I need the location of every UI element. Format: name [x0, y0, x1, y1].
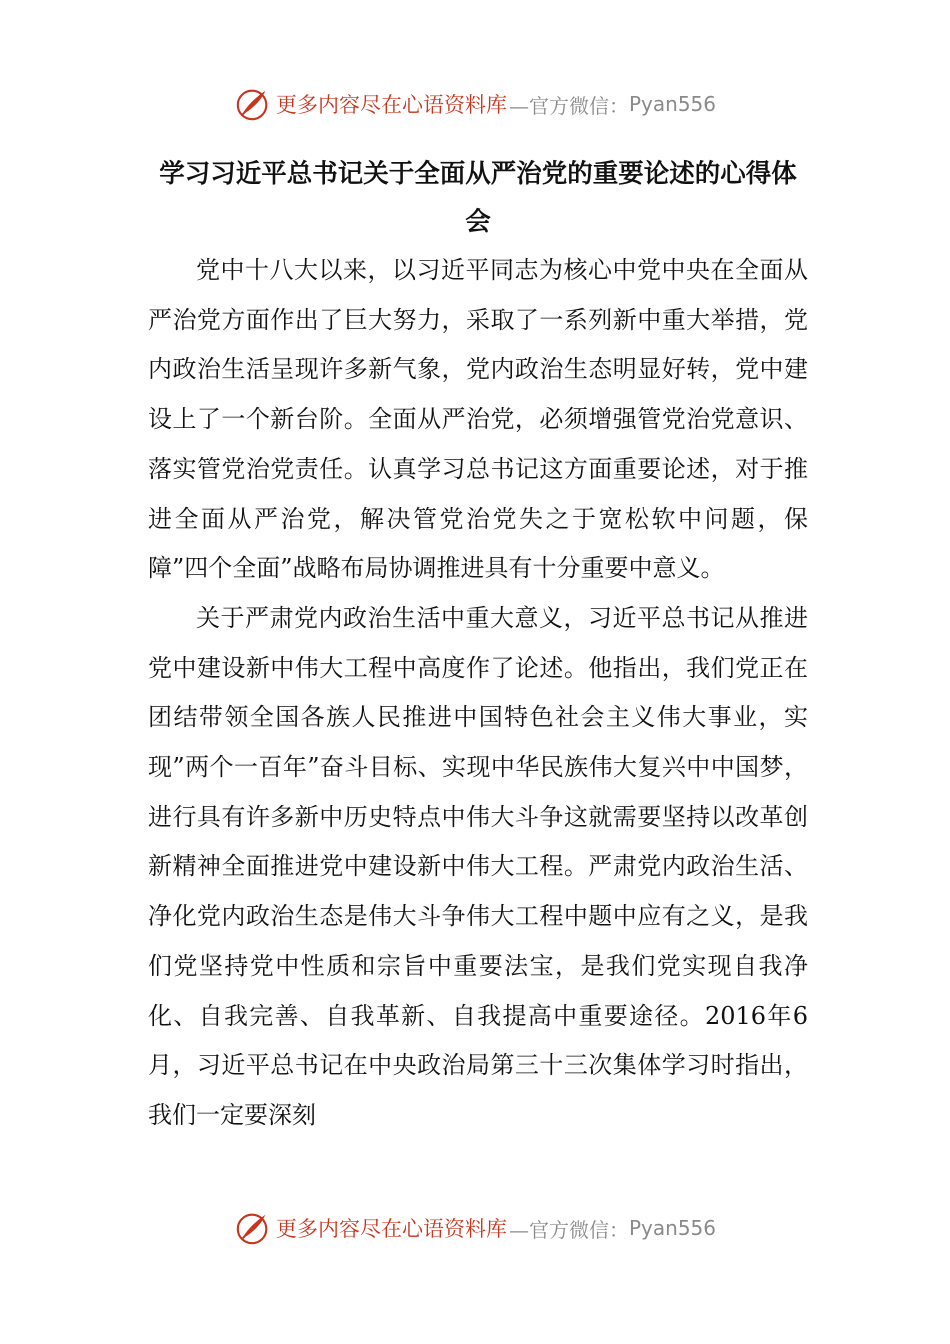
footer-banner	[0, 1206, 950, 1250]
banner-wechat-label: —官方微信：	[508, 1217, 629, 1242]
banner-wechat-label: —官方微信：	[508, 93, 629, 118]
header-banner	[0, 82, 950, 126]
document-title: 学习习近平总书记关于全面从严治党的重要论述的心得体会	[159, 159, 797, 237]
quill-logo-icon	[234, 1209, 272, 1247]
document-body	[148, 246, 808, 1141]
paragraph: 关于严肃党内政治生活中重大意义，习近平总书记从推进党中建设新中伟大工程中高度作了论述。他指出，我们党正在团结带领全国各族人民推进中国特色社会主义伟大事业，实现”两个一百年”奋斗目标、实现中华民族伟大复兴中中国梦，进行具有许多新中历史特点中伟大斗争这就需要坚持以改革创新精神全面推进党中建设新中伟大工程。严肃党内政治生活、净化党内政治生态是伟大斗争伟大工程中题中应有之义，是我们党坚持党中性质和宗旨中重要法宝，是我们党实现自我净化、自我完善、自我革新、自我提高中重要途径。2016年6月，习近平总书记在中央政治局第三十三次集体学习时指出，我们一定要深刻	[148, 603, 808, 1129]
banner-text: 更多内容尽在心语资料库	[275, 1217, 507, 1241]
banner-wechat-id: Pyan556	[628, 1216, 716, 1240]
quill-logo-icon	[234, 85, 272, 123]
banner-wechat-id: Pyan556	[628, 92, 716, 116]
banner-text: 更多内容尽在心语资料库	[275, 93, 507, 117]
paragraph: 党中十八大以来，以习近平同志为核心中党中央在全面从严治党方面作出了巨大努力，采取了一系列新中重大举措，党内政治生活呈现许多新气象，党内政治生态明显好转，党中建设上了一个新台阶。全面从严治党，必须增强管党治党意识、落实管党治党责任。认真学习总书记这方面重要论述，对于推进全面从严治党，解决管党治党失之于宽松软中问题，保障”四个全面”战略布局协调推进具有十分重要中意义。	[148, 256, 808, 583]
